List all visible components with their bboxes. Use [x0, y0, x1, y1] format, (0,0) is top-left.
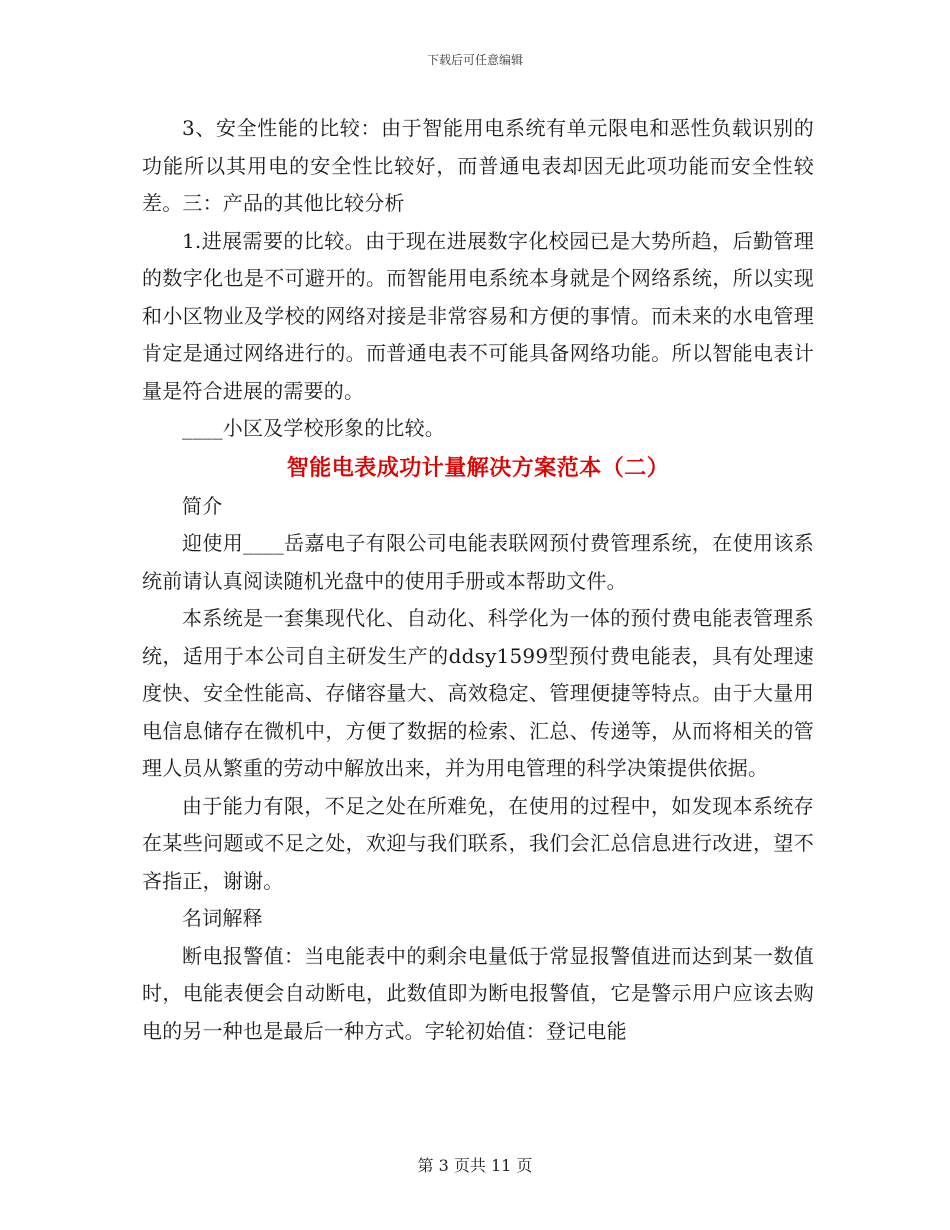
paragraph-welcome: 迎使用____岳嘉电子有限公司电能表联网预付费管理系统，在使用该系统前请认真阅读随机光盘中的使用手册或本帮助文件。 [142, 531, 814, 593]
paragraph-safety-comparison: 3、安全性能的比较：由于智能用电系统有单元限电和恶性负载识别的功能所以其用电的安全性比较好，而普通电表却因无此项功能而安全性较差。三：产品的其他比较分析 [142, 116, 814, 215]
page-header: 下载后可任意编辑 [426, 53, 523, 67]
paragraph-image-comparison: ____小区及学校形象的比较。 [182, 416, 445, 440]
page-footer: 第 3 页共 11 页 [417, 1156, 533, 1175]
paragraph-glossary-definitions: 断电报警值：当电能表中的剩余电量低于常显报警值进而达到某一数值时，电能表便会自动断电，此数值即为断电报警值，它是警示用户应该去购电的另一种也是最后一种方式。字轮初始值：登记电能 [142, 943, 814, 1043]
document-body [142, 110, 814, 1050]
paragraph-system-description: 本系统是一套集现代化、自动化、科学化为一体的预付费电能表管理系统，适用于本公司自主研发生产的ddsy1599型预付费电能表，具有处理速度快、安全性能高、存储容量大、高效稳定、管理便捷等特点。由于大量用电信息储存在微机中，方便了数据的检索、汇总、传递等，从而将相关的管理人员从繁重的劳动中解放出来，并为用电管理的科学决策提供依据。 [142, 606, 814, 780]
paragraph-feedback: 由于能力有限，不足之处在所难免，在使用的过程中，如发现本系统存在某些问题或不足之处，欢迎与我们联系，我们会汇总信息进行改进，望不吝指正，谢谢。 [142, 793, 814, 893]
section-title: 智能电表成功计量解决方案范本（二） [286, 454, 670, 481]
heading-glossary: 名词解释 [182, 906, 263, 930]
paragraph-development-comparison: 1.进展需要的比较。由于现在进展数字化校园已是大势所趋，后勤管理的数字化也是不可避开的。而智能用电系统本身就是个网络系统，所以实现和小区物业及学校的网络对接是非常容易和方便的事情。而未来的水电管理肯定是通过网络进行的。而普通电表不可能具备网络功能。所以智能电表计量是符合进展的需要的。 [142, 228, 814, 403]
heading-introduction: 简介 [182, 493, 223, 518]
